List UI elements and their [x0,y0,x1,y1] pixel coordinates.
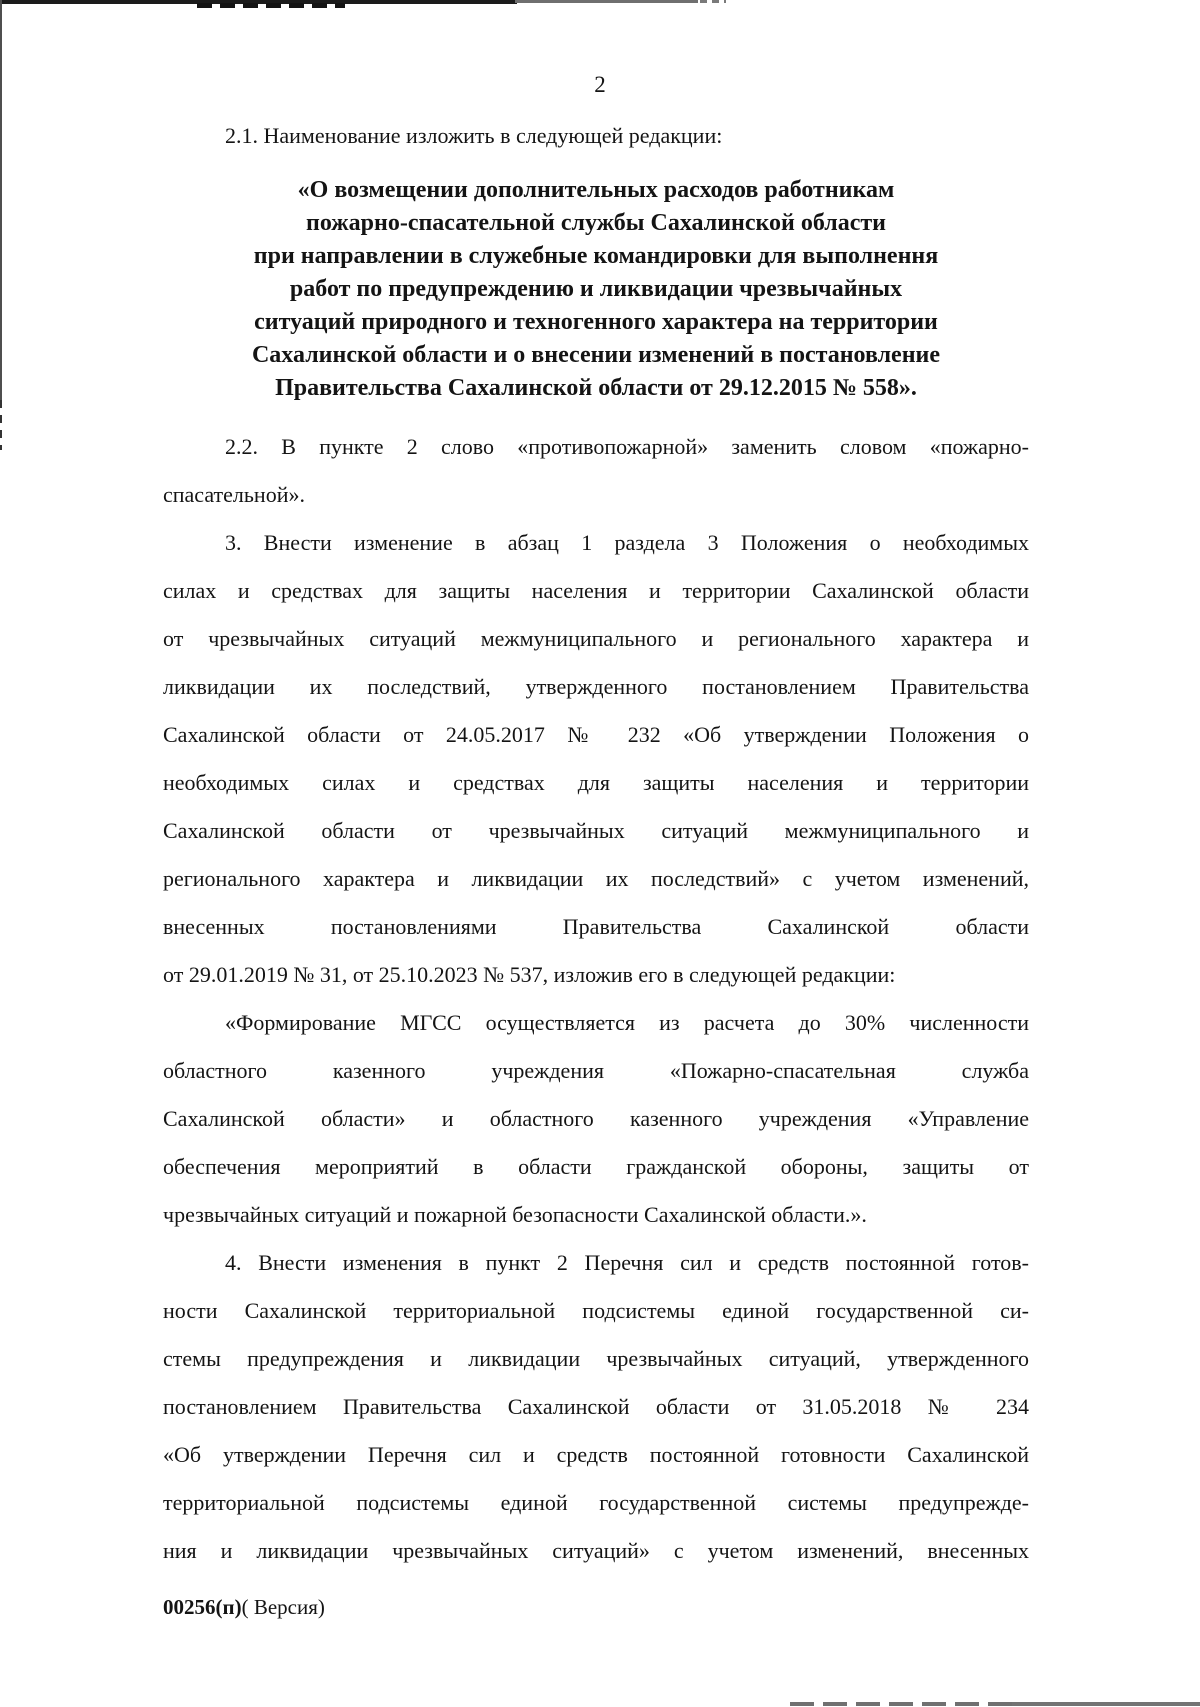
text-line: ности Сахалинской территориальной подсистемы единой государственной си- [163,1298,1029,1323]
document-body [163,112,1029,1575]
text-line: 3. Внести изменение в абзац 1 раздела 3 Положения о необходимых [225,530,1029,555]
text-line: 2.2. В пункте 2 слово «противопожарной» заменить словом «пожарно- [225,434,1029,459]
scan-artifact-bottom-line [1012,1702,1200,1706]
text-line: пожарно-спасательной службы Сахалинской области [306,210,886,236]
text-line: чрезвычайных ситуаций и пожарной безопасности Сахалинской области.». [163,1202,867,1227]
document-footer [163,1594,325,1620]
text-line: 4. Внести изменения в пункт 2 Перечня сил и средств постоянной готов- [225,1250,1029,1275]
scan-artifact-bottom-dashes [790,1702,1012,1706]
text-line: территориальной подсистемы единой государственной системы предупрежде- [163,1490,1029,1515]
text-line: ликвидации их последствий, утвержденного постановлением Правительства [163,674,1029,699]
text-line: ния и ликвидации чрезвычайных ситуаций» с учетом изменений, внесенных [163,1538,1029,1563]
text-line: «Об утверждении Перечня сил и средств постоянной готовности Сахалинской [163,1442,1029,1467]
text-line: ситуаций природного и техногенного характера на территории [254,309,938,335]
text-line: обеспечения мероприятий в области гражданской обороны, защиты от [163,1154,1029,1179]
text-line: постановлением Правительства Сахалинской области от 31.05.2018 № 234 [163,1394,1029,1419]
text-line: Сахалинской области» и областного казенного учреждения «Управление [163,1106,1029,1131]
text-line: регионального характера и ликвидации их последствий» с учетом изменений, [163,866,1029,891]
scan-artifact-top-dashes [197,3,345,8]
text-line: Сахалинской области и о внесении изменений в постановление [251,342,941,368]
text-line: 2.1. Наименование изложить в следующей редакции: [225,123,723,148]
text-line: Сахалинской области от 24.05.2017 № 232 «Об утверждении Положения о [163,722,1029,747]
text-line: «О возмещении дополнительных расходов работникам [297,177,895,203]
footer-document-code: 00256(п) [163,1595,242,1619]
footer-version-label: ( Версия) [241,1595,325,1619]
scan-artifact-top-gray-line [515,0,698,3]
scan-artifact-left-edge [0,0,2,400]
text-line: от 29.01.2019 № 31, от 25.10.2023 № 537, изложив его в следующей редакции: [163,962,896,987]
text-line: Сахалинской области от чрезвычайных ситуаций межмуниципального и [163,818,1029,843]
scan-artifact-top-fragment [700,0,726,3]
text-line: силах и средствах для защиты населения и территории Сахалинской области [163,578,1029,603]
text-line: необходимых силах и средствах для защиты населения и территории [163,770,1029,795]
text-line: при направлении в служебные командировки для выполнення [253,243,939,269]
text-line: от чрезвычайных ситуаций межмуниципального и регионального характера и [163,626,1029,651]
text-line: Правительства Сахалинской области от 29.12.2015 № 558». [275,375,917,401]
page-number: 2 [594,72,606,97]
text-line: спасательной». [163,482,305,507]
text-line: стемы предупреждения и ликвидации чрезвычайных ситуаций, утвержденного [163,1346,1029,1371]
text-line: «Формирование МГСС осуществляется из расчета до 30% численности [225,1010,1029,1035]
text-line: работ по предупреждению и ликвидации чрезвычайных [289,276,903,302]
text-line: внесенных постановлениями Правительства Сахалинской области [163,914,1029,939]
text-line: областного казенного учреждения «Пожарно-спасательная служба [163,1058,1029,1083]
scan-artifact-left-dashes [0,400,2,450]
